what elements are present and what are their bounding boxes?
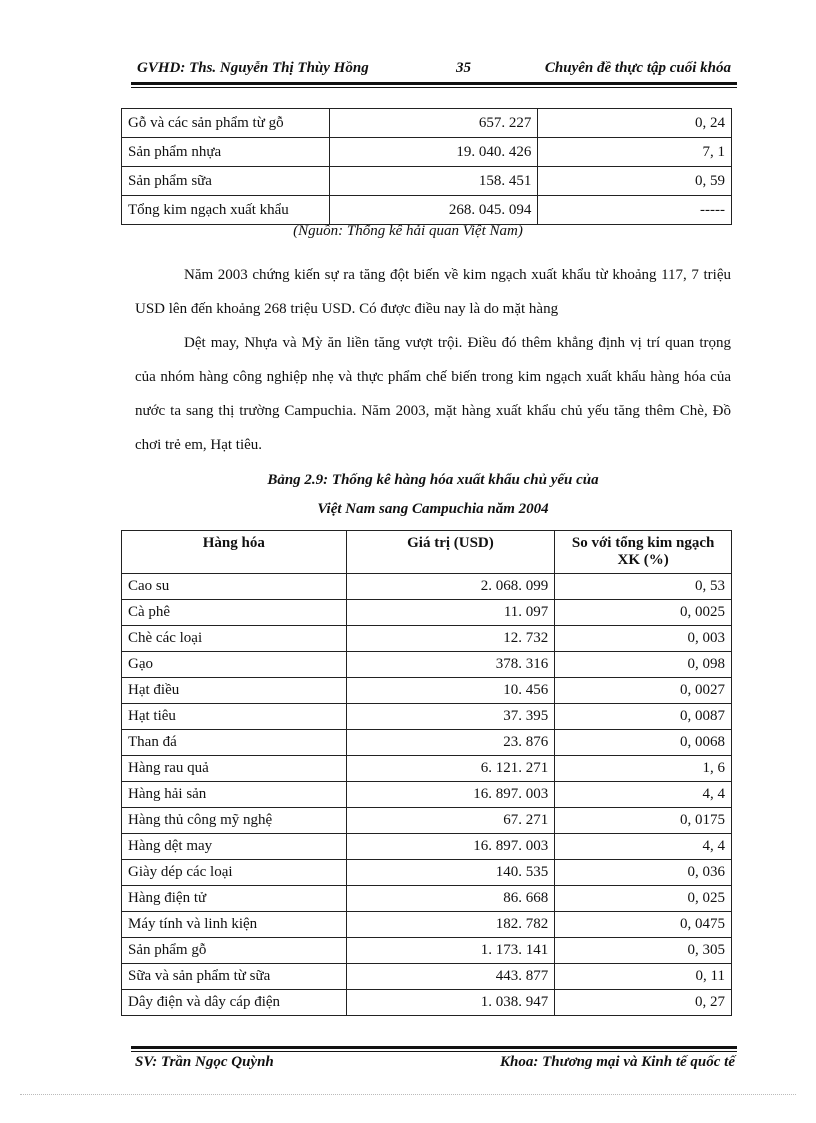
table-caption-line1: Bảng 2.9: Thống kê hàng hóa xuất khẩu chủ yếu của xyxy=(267,472,599,488)
table-row xyxy=(122,808,732,834)
cell-value: 86. 668 xyxy=(346,886,555,912)
cell-goods: Hàng dệt may xyxy=(122,834,347,860)
table-row xyxy=(122,912,732,938)
table-row xyxy=(122,600,732,626)
cell-goods: Cà phê xyxy=(122,600,347,626)
table-row xyxy=(122,730,732,756)
footer-faculty: Khoa: Thương mại và Kinh tế quốc tế xyxy=(500,1054,735,1070)
cell-value: 657. 227 xyxy=(329,109,538,138)
table-row xyxy=(122,860,732,886)
table-row xyxy=(122,678,732,704)
cell-share: 7, 1 xyxy=(538,138,732,167)
cell-share: 0, 003 xyxy=(555,626,732,652)
cell-value: 1. 173. 141 xyxy=(346,938,555,964)
cell-share: 0, 59 xyxy=(538,167,732,196)
cell-goods: Chè các loại xyxy=(122,626,347,652)
cell-share: 0, 0175 xyxy=(555,808,732,834)
cell-value: 11. 097 xyxy=(346,600,555,626)
cell-goods: Cao su xyxy=(122,574,347,600)
cell-goods: Hàng hải sản xyxy=(122,782,347,808)
cell-share: 0, 53 xyxy=(555,574,732,600)
table-row xyxy=(122,886,732,912)
cell-goods: Sản phẩm nhựa xyxy=(122,138,330,167)
cell-goods: Hạt tiêu xyxy=(122,704,347,730)
body-text xyxy=(135,258,731,462)
table-row xyxy=(122,652,732,678)
header-report-title: Chuyên đề thực tập cuối khóa xyxy=(544,60,731,76)
cell-value: 158. 451 xyxy=(329,167,538,196)
paragraph-1: Năm 2003 chứng kiến sự ra tăng đột biến về kim ngạch xuất khẩu từ khoảng 117, 7 triệu USD lên đến khoảng 268 triệu USD. Có được điều nay là do mặt hàng xyxy=(135,267,731,317)
export-table-continued xyxy=(121,108,732,225)
cell-value: 2. 068. 099 xyxy=(346,574,555,600)
cell-goods: Sữa và sản phẩm từ sữa xyxy=(122,964,347,990)
cell-value: 67. 271 xyxy=(346,808,555,834)
table-row xyxy=(122,167,732,196)
cell-value: 10. 456 xyxy=(346,678,555,704)
cell-share: 0, 0068 xyxy=(555,730,732,756)
cell-share: ----- xyxy=(538,196,732,225)
cell-goods: Sản phẩm gỗ xyxy=(122,938,347,964)
cell-share: 0, 305 xyxy=(555,938,732,964)
cell-goods: Hạt điều xyxy=(122,678,347,704)
header-page-number: 35 xyxy=(456,60,471,76)
table-row xyxy=(122,782,732,808)
page-header xyxy=(131,56,737,82)
table-row xyxy=(122,196,732,225)
bottom-dotted-divider xyxy=(20,1094,796,1095)
cell-share: 0, 11 xyxy=(555,964,732,990)
cell-goods: Than đá xyxy=(122,730,347,756)
cell-goods: Hàng rau quả xyxy=(122,756,347,782)
header-rule-thin xyxy=(131,87,737,88)
cell-goods: Giày dép các loại xyxy=(122,860,347,886)
cell-share: 0, 098 xyxy=(555,652,732,678)
cell-share: 0, 24 xyxy=(538,109,732,138)
paragraph-2: Dệt may, Nhựa và Mỳ ăn liền tăng vượt trội. Điều đó thêm khẳng định vị trí quan trọng của nhóm hàng công nghiệp nhẹ và thực phẩm chế biến trong kim ngạch xuất khẩu hàng hóa của nước ta sang thị trường Campuchia. Năm 2003, mặt hàng xuất khẩu chủ yếu tăng thêm Chè, Đồ chơi trẻ em, Hạt tiêu. xyxy=(135,335,731,453)
cell-value: 378. 316 xyxy=(346,652,555,678)
table-header-row xyxy=(122,531,732,574)
table-row xyxy=(122,138,732,167)
cell-share: 4, 4 xyxy=(555,834,732,860)
cell-value: 6. 121. 271 xyxy=(346,756,555,782)
export-table-2004 xyxy=(121,530,732,1016)
cell-share: 0, 0025 xyxy=(555,600,732,626)
table-row xyxy=(122,626,732,652)
header-supervisor: GVHD: Ths. Nguyễn Thị Thùy Hồng xyxy=(137,60,369,76)
cell-share: 0, 0087 xyxy=(555,704,732,730)
header-rule xyxy=(131,82,737,85)
cell-value: 19. 040. 426 xyxy=(329,138,538,167)
cell-share: 0, 036 xyxy=(555,860,732,886)
footer-student: SV: Trần Ngọc Quỳnh xyxy=(135,1054,274,1070)
cell-goods: Máy tính và linh kiện xyxy=(122,912,347,938)
cell-goods: Hàng điện tử xyxy=(122,886,347,912)
cell-value: 37. 395 xyxy=(346,704,555,730)
table-row xyxy=(122,574,732,600)
table-row xyxy=(122,834,732,860)
cell-value: 12. 732 xyxy=(346,626,555,652)
cell-value: 140. 535 xyxy=(346,860,555,886)
source-note: (Nguồn: Thống kê hải quan Việt Nam) xyxy=(293,223,523,239)
footer-rule-thin xyxy=(131,1051,737,1052)
cell-goods: Dây điện và dây cáp điện xyxy=(122,990,347,1016)
cell-goods: Gỗ và các sản phẩm từ gỗ xyxy=(122,109,330,138)
column-header-value: Giá trị (USD) xyxy=(346,531,555,574)
cell-value: 182. 782 xyxy=(346,912,555,938)
cell-value: 1. 038. 947 xyxy=(346,990,555,1016)
table-row xyxy=(122,990,732,1016)
table-caption-line2: Việt Nam sang Campuchia năm 2004 xyxy=(317,501,549,517)
cell-value: 16. 897. 003 xyxy=(346,834,555,860)
cell-goods: Sản phẩm sữa xyxy=(122,167,330,196)
cell-value: 268. 045. 094 xyxy=(329,196,538,225)
cell-share: 4, 4 xyxy=(555,782,732,808)
column-header-goods: Hàng hóa xyxy=(122,531,347,574)
table-row xyxy=(122,109,732,138)
cell-share: 0, 0027 xyxy=(555,678,732,704)
cell-value: 16. 897. 003 xyxy=(346,782,555,808)
footer-rule xyxy=(131,1046,737,1049)
cell-share: 0, 025 xyxy=(555,886,732,912)
cell-share: 0, 0475 xyxy=(555,912,732,938)
table-row xyxy=(122,964,732,990)
cell-goods: Hàng thủ công mỹ nghệ xyxy=(122,808,347,834)
table-row xyxy=(122,938,732,964)
cell-share: 1, 6 xyxy=(555,756,732,782)
cell-value: 443. 877 xyxy=(346,964,555,990)
cell-value: 23. 876 xyxy=(346,730,555,756)
table-row xyxy=(122,756,732,782)
cell-goods: Gạo xyxy=(122,652,347,678)
cell-goods: Tổng kim ngạch xuất khẩu xyxy=(122,196,330,225)
cell-share: 0, 27 xyxy=(555,990,732,1016)
table-row xyxy=(122,704,732,730)
column-header-share: So với tổng kim ngạch XK (%) xyxy=(555,531,732,574)
